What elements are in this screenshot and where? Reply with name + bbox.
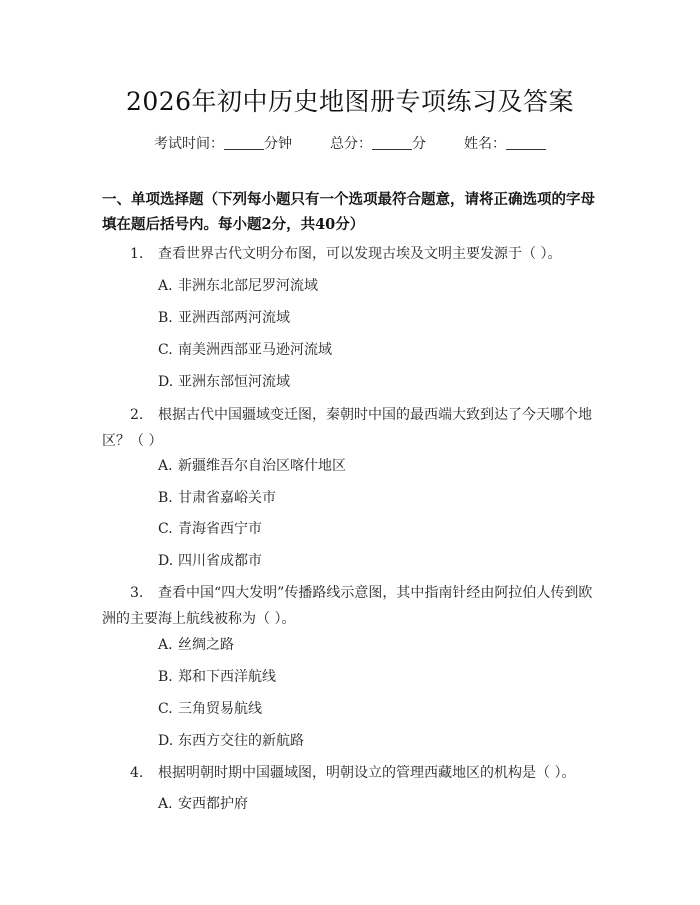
option-text: 丝绸之路 [178, 637, 234, 653]
score-unit: 分 [412, 136, 426, 152]
exam-meta-line [0, 133, 700, 153]
time-label: 考试时间： [154, 136, 224, 152]
score-label: 总分： [330, 136, 372, 152]
option-letter: B. [158, 310, 173, 326]
document-title: 2026年初中历史地图册专项练习及答案 [125, 87, 575, 116]
question-2-option-c [158, 519, 262, 539]
option-letter: C. [158, 521, 173, 537]
question-2 [102, 402, 602, 454]
name-blank [506, 135, 546, 150]
option-text: 新疆维吾尔自治区喀什地区 [178, 458, 346, 474]
option-text: 三角贸易航线 [178, 701, 262, 717]
option-text: 亚洲西部两河流域 [178, 310, 290, 326]
question-2-option-d [158, 551, 262, 571]
time-blank [224, 135, 264, 150]
option-text: 郑和下西洋航线 [178, 669, 276, 685]
name-label: 姓名： [464, 136, 506, 152]
question-3-option-d [158, 731, 304, 751]
question-text: 查看中国“四大发明”传播路线示意图，其中指南针经由阿拉伯人传到欧洲的主要海上航线被称为（ ）。 [102, 585, 593, 627]
option-letter: D. [158, 374, 174, 390]
option-letter: A. [158, 796, 173, 812]
question-number: 4. [130, 765, 144, 781]
option-letter: B. [158, 490, 173, 506]
option-text: 南美洲西部亚马逊河流域 [178, 342, 332, 358]
option-letter: D. [158, 733, 174, 749]
option-text: 甘肃省嘉峪关市 [178, 490, 276, 506]
question-number: 3. [130, 585, 144, 601]
question-3 [102, 580, 602, 632]
question-number: 1. [130, 246, 144, 262]
score-blank [372, 135, 412, 150]
question-2-option-a [158, 456, 346, 476]
question-number: 2. [130, 407, 144, 423]
option-text: 安西都护府 [178, 796, 248, 812]
question-text: 查看世界古代文明分布图，可以发现古埃及文明主要发源于（ ）。 [158, 246, 562, 262]
section-heading: 一、单项选择题（下列每小题只有一个选项最符合题意，请将正确选项的字母填在题后括号内。每小题2分，共40分） [102, 191, 595, 233]
question-1-option-b [158, 308, 290, 328]
question-3-option-a [158, 635, 234, 655]
question-3-option-c [158, 699, 262, 719]
option-letter: C. [158, 342, 173, 358]
option-text: 亚洲东部恒河流域 [178, 374, 290, 390]
time-unit: 分钟 [264, 136, 292, 152]
option-letter: D. [158, 553, 174, 569]
question-text: 根据古代中国疆域变迁图，秦朝时中国的最西端大致到达了今天哪个地区？（ ） [102, 407, 592, 449]
option-text: 东西方交往的新航路 [178, 733, 304, 749]
option-letter: C. [158, 701, 173, 717]
option-text: 非洲东北部尼罗河流域 [178, 278, 318, 294]
question-1-option-c [158, 340, 332, 360]
option-text: 青海省西宁市 [178, 521, 262, 537]
question-3-option-b [158, 667, 276, 687]
option-letter: A. [158, 458, 173, 474]
option-letter: A. [158, 278, 173, 294]
option-letter: B. [158, 669, 173, 685]
option-letter: A. [158, 637, 173, 653]
option-text: 四川省成都市 [178, 553, 262, 569]
question-4-option-a [158, 794, 248, 814]
question-text: 根据明朝时期中国疆域图，明朝设立的管理西藏地区的机构是（ ）。 [158, 765, 576, 781]
question-1-option-d [158, 372, 290, 392]
question-2-option-b [158, 488, 276, 508]
question-1-option-a [158, 276, 318, 296]
question-4 [102, 760, 602, 786]
question-1 [102, 241, 602, 267]
